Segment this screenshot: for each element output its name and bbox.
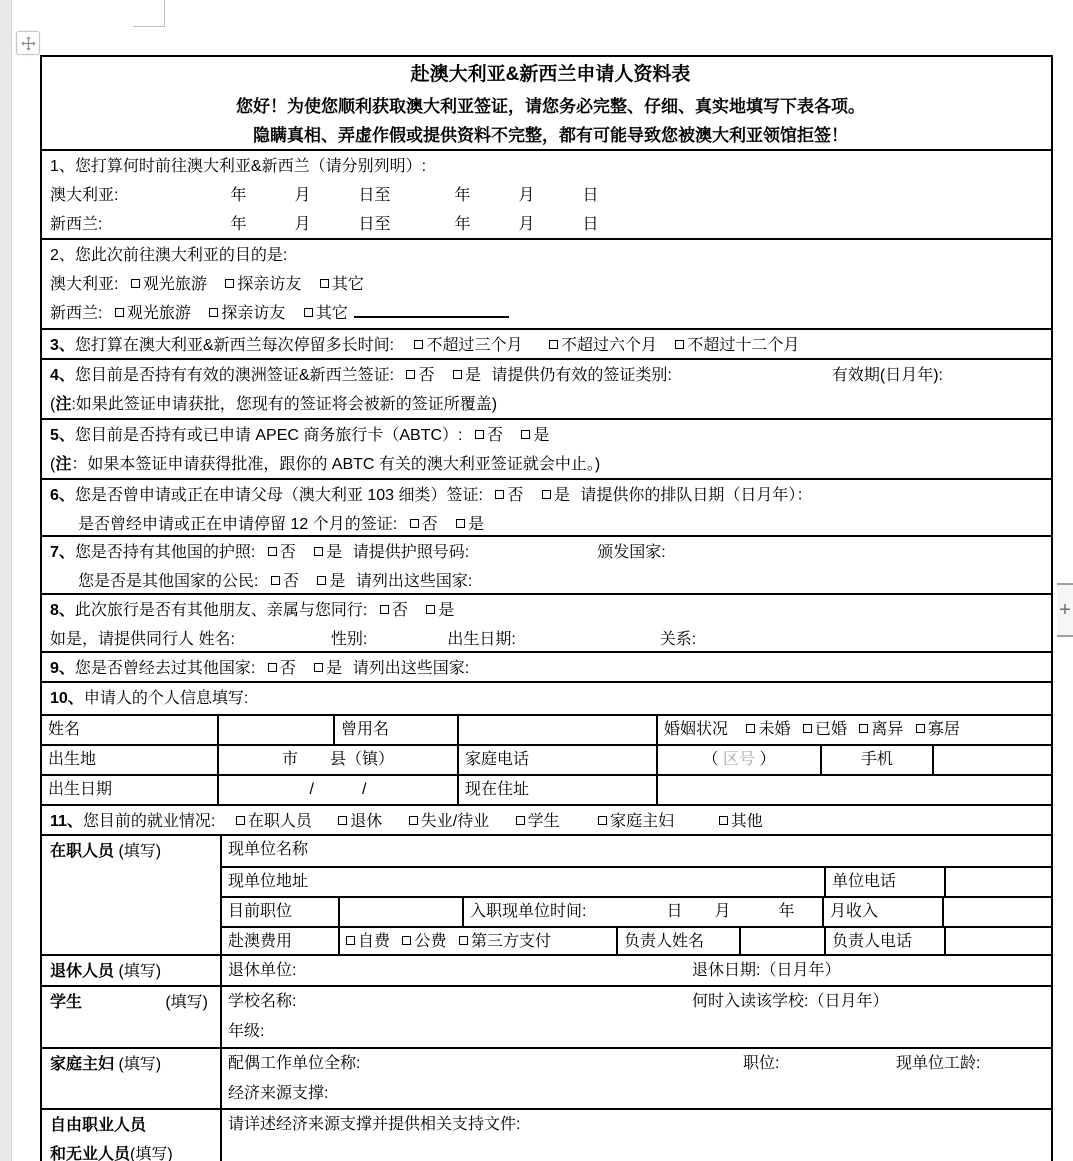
employment-block-housewife — [42, 1047, 1051, 1108]
s2-australia-options — [50, 270, 1051, 299]
applicant-form-table — [40, 55, 1053, 1161]
form-title: 赴澳大利亚&新西兰申请人资料表 — [410, 64, 691, 85]
checkbox-icon — [402, 936, 411, 945]
retirement-date-label: 退休日期:（日月年） — [692, 962, 841, 979]
employment-block-freelance — [42, 1108, 1051, 1161]
marital-label: 婚姻状况 — [664, 721, 729, 738]
trip-cost-options — [338, 928, 616, 954]
s1-question: 1、您打算何时前往澳大利亚&新西兰（请分别列明）: — [50, 158, 427, 175]
s11-question: 11、您目前的就业情况: 在职人员 退休 失业/待业 学生 家庭主妇 其他 — [50, 813, 763, 830]
s1-newzealand-dates: 新西兰: 年 月 日至 年 月 日 — [50, 216, 599, 233]
checkbox-icon — [426, 605, 435, 614]
form-instruction-1: 您好！为使您顺利获取澳大利亚签证，请您务必完整、仔细、真实地填写下表各项。 — [236, 97, 865, 116]
checkbox-icon — [410, 519, 419, 528]
s11-number: 11、 — [50, 813, 83, 830]
checkbox-icon — [271, 576, 280, 585]
checkbox-s5-yes[interactable]: 是 — [521, 427, 549, 444]
checkbox-nz-sightseeing[interactable]: 观光旅游 — [115, 305, 191, 322]
spouse-employer-label: 配偶工作单位全称: — [228, 1055, 361, 1072]
s2-newzealand-options — [50, 299, 1051, 328]
section-4-current-visa — [42, 358, 1051, 418]
checkbox-icon — [453, 370, 462, 379]
move-arrows-icon — [20, 35, 37, 52]
former-name-label: 曾用名 — [333, 716, 457, 744]
monthly-income-value-cell[interactable] — [942, 898, 1051, 926]
checkbox-icon — [803, 724, 812, 733]
checkbox-icon — [916, 724, 925, 733]
city-county-cell[interactable]: 市 县（镇） — [217, 746, 457, 774]
trip-cost-label: 赴澳费用 — [228, 933, 293, 950]
section-11-employment-status — [42, 804, 1051, 834]
fill-in-line[interactable] — [354, 300, 509, 318]
spouse-position-label: 职位: — [743, 1055, 780, 1072]
work-phone-value-cell[interactable] — [944, 868, 1051, 896]
grade-label: 年级: — [228, 1023, 265, 1040]
checkbox-housewife[interactable]: 家庭主妇 — [598, 813, 674, 830]
personal-row-birthplace — [42, 744, 1051, 774]
student-fields[interactable] — [220, 987, 1051, 1047]
checkbox-s6-yes[interactable]: 是 — [542, 487, 570, 504]
marital-status-cell — [656, 716, 1051, 744]
checkbox-s7-no[interactable]: 否 — [268, 544, 296, 561]
checkbox-icon — [746, 724, 755, 733]
trip-cost-row — [222, 926, 1051, 954]
s6-question-2: 是否曾经申请或正在申请停留 12 个月的签证: 否 是 — [78, 516, 485, 533]
checkbox-icon — [209, 308, 218, 317]
checkbox-icon — [317, 576, 326, 585]
s4-tail: 请提供仍有效的签证类别: 有效期(日月年): — [491, 367, 943, 384]
checkbox-student[interactable]: 学生 — [516, 813, 560, 830]
student-header: 学生 (填写) — [50, 994, 208, 1011]
supervisor-name-value-cell[interactable] — [739, 928, 824, 954]
s7-tail: 请提供护照号码: 颁发国家: — [352, 544, 666, 561]
checkbox-s7-yes[interactable]: 是 — [314, 544, 342, 561]
position-row — [222, 896, 1051, 926]
checkbox-icon — [314, 663, 323, 672]
checkbox-s4-no[interactable]: 否 — [406, 367, 434, 384]
checkbox-s8-no[interactable]: 否 — [380, 602, 408, 619]
s10-number: 10、 — [50, 690, 84, 707]
s9-number: 9、 — [50, 660, 75, 677]
supervisor-phone-label: 负责人电话 — [824, 928, 944, 954]
checkbox-s7b-yes[interactable]: 是 — [317, 573, 345, 590]
s2-nz-label: 新西兰: — [50, 305, 103, 322]
supervisor-phone-value-cell[interactable] — [944, 928, 1051, 954]
personal-row-birthdate — [42, 774, 1051, 804]
checkbox-icon — [521, 430, 530, 439]
checkbox-icon — [719, 816, 728, 825]
school-name-line — [228, 987, 1051, 1017]
checkbox-au-sightseeing[interactable]: 观光旅游 — [131, 276, 207, 293]
section-1-travel-dates — [42, 149, 1051, 238]
start-date-label: 入职现单位时间: 日 月 年 — [462, 898, 822, 926]
s2-question: 2、您此次前往澳大利亚的目的是: — [50, 247, 288, 264]
checkbox-icon — [859, 724, 868, 733]
section-6-parent-visa — [42, 478, 1051, 535]
checkbox-icon — [131, 279, 140, 288]
employment-block-student — [42, 985, 1051, 1047]
section-7-other-passport — [42, 535, 1051, 593]
section-5-abtc — [42, 418, 1051, 478]
checkbox-au-other[interactable]: 其它 — [320, 276, 364, 293]
birthdate-value-cell[interactable]: / / — [217, 776, 457, 804]
checkbox-icon — [542, 490, 551, 499]
checkbox-widowed[interactable]: 寡居 — [916, 721, 960, 738]
birthdate-label: 出生日期 — [48, 781, 113, 798]
employed-fields — [220, 836, 1051, 954]
checkbox-married[interactable]: 已婚 — [803, 721, 847, 738]
checkbox-icon — [314, 547, 323, 556]
checkbox-public-funded[interactable]: 公费 — [402, 933, 446, 950]
checkbox-retired[interactable]: 退休 — [338, 813, 382, 830]
checkbox-unemployed[interactable]: 失业/待业 — [409, 813, 489, 830]
checkbox-s9-no[interactable]: 否 — [268, 660, 296, 677]
s4-number: 4、 — [50, 367, 75, 384]
s5-note: (注：如果本签证申请获得批准，跟你的 ABTC 有关的澳大利亚签证就会中止。) — [50, 456, 601, 473]
checkbox-icon — [495, 490, 504, 499]
s9-tail: 请列出这些国家: — [352, 660, 470, 677]
s9-question: 9、您是否曾经去过其他国家: 否 是 请列出这些国家: — [50, 660, 470, 677]
checkbox-stay-12months[interactable]: 不超过十二个月 — [675, 337, 799, 354]
s4-note: (注:如果此签证申请获批，您现有的签证将会被新的签证所覆盖) — [50, 396, 498, 413]
checkbox-s9-yes[interactable]: 是 — [314, 660, 342, 677]
s7-question: 7、您是否持有其他国的护照: 否 是 请提供护照号码: 颁发国家: — [50, 544, 666, 561]
mobile-label: 手机 — [820, 746, 932, 774]
s2-au-label: 澳大利亚: — [50, 276, 119, 293]
former-name-value-cell[interactable] — [457, 716, 656, 744]
checkbox-au-visit-family[interactable]: 探亲访友 — [225, 276, 301, 293]
section-8-companions — [42, 593, 1051, 651]
checkbox-other-employment[interactable]: 其他 — [719, 813, 763, 830]
checkbox-s6-no[interactable]: 否 — [495, 487, 523, 504]
checkbox-divorced[interactable]: 离异 — [859, 721, 903, 738]
s7-number: 7、 — [50, 544, 75, 561]
checkbox-icon — [598, 816, 607, 825]
retired-fields[interactable] — [220, 956, 1051, 985]
checkbox-icon — [380, 605, 389, 614]
housewife-header: 家庭主妇 (填写) — [50, 1056, 162, 1073]
text-boundary-corner-mark — [133, 0, 165, 27]
employer-address-label: 现单位地址 — [228, 873, 309, 890]
retirement-employer-label: 退休单位: — [228, 962, 297, 979]
s3-number: 3、 — [50, 337, 75, 354]
freelance-support-label: 请详述经济来源支撑并提供相关支持文件: — [228, 1116, 521, 1133]
s8-question: 8、此次旅行是否有其他朋友、亲属与您同行: 否 是 — [50, 602, 455, 619]
work-phone-label: 单位电话 — [824, 868, 944, 896]
name-value-cell[interactable] — [217, 716, 333, 744]
spouse-seniority-label: 现单位工龄: — [896, 1055, 981, 1072]
freelance-header: 自由职业人员 和无业人员(填写) — [50, 1117, 173, 1161]
monthly-income-label: 月收入 — [822, 898, 942, 926]
plus-icon: + — [1059, 599, 1071, 621]
s1-australia-dates: 澳大利亚: 年 月 日至 年 月 日 — [50, 187, 599, 204]
s6-number: 6、 — [50, 487, 75, 504]
checkbox-s6b-yes[interactable]: 是 — [456, 516, 484, 533]
checkbox-icon — [236, 816, 245, 825]
enrollment-date-label: 何时入读该学校:（日月年） — [692, 993, 889, 1010]
s7-question-2: 您是否是其他国家的公民: 否 是 请列出这些国家: — [78, 573, 473, 590]
checkbox-icon — [338, 816, 347, 825]
checkbox-stay-3months[interactable]: 不超过三个月 — [414, 337, 522, 354]
mobile-value-cell[interactable] — [932, 746, 1051, 774]
section-3-stay-duration — [42, 328, 1051, 358]
home-phone-label: 家庭电话 — [457, 746, 656, 774]
s8-companion-fields: 如是，请提供同行人 姓名: 性别: 出生日期: 关系: — [50, 631, 697, 648]
checkbox-icon — [549, 340, 558, 349]
checkbox-icon — [475, 430, 484, 439]
checkbox-icon — [346, 936, 355, 945]
personal-row-name — [42, 714, 1051, 744]
form-header — [42, 57, 1051, 149]
checkbox-s6b-no[interactable]: 否 — [410, 516, 438, 533]
position-value-cell[interactable] — [338, 898, 462, 926]
supervisor-name-label: 负责人姓名 — [616, 928, 739, 954]
section-9-visited-countries — [42, 651, 1051, 681]
checkbox-third-party-funded[interactable]: 第三方支付 — [459, 933, 551, 950]
checkbox-icon — [225, 279, 234, 288]
spouse-employer-line — [228, 1049, 1051, 1079]
employer-address-row — [222, 866, 1051, 896]
checkbox-stay-6months[interactable]: 不超过六个月 — [549, 337, 657, 354]
checkbox-icon — [675, 340, 684, 349]
housewife-fields[interactable] — [220, 1049, 1051, 1108]
checkbox-employed[interactable]: 在职人员 — [236, 813, 312, 830]
name-label: 姓名 — [48, 721, 81, 738]
checkbox-icon — [304, 308, 313, 317]
s2-number: 2、 — [50, 247, 75, 264]
checkbox-icon — [414, 340, 423, 349]
checkbox-icon — [268, 547, 277, 556]
section-2-purpose — [42, 238, 1051, 328]
section-10-personal-info-title — [42, 681, 1051, 714]
financial-support-line — [228, 1079, 1051, 1108]
checkbox-icon — [406, 370, 415, 379]
checkbox-s8-yes[interactable]: 是 — [426, 602, 454, 619]
employment-block-retired — [42, 954, 1051, 985]
s3-question: 3、您打算在澳大利亚&新西兰每次停留多长时间: 不超过三个月 不超过六个月 不超过十二个月 — [50, 337, 800, 354]
employment-block-employed — [42, 834, 1051, 954]
checkbox-icon — [268, 663, 277, 672]
s6-question: 6、您是否曾申请或正在申请父母（澳大利亚 103 细类）签证: 否 是 请提供你的排队日期（日月年）： — [50, 487, 813, 504]
s8-number: 8、 — [50, 602, 75, 619]
checkbox-icon — [516, 816, 525, 825]
table-move-handle[interactable] — [16, 31, 40, 55]
checkbox-icon — [456, 519, 465, 528]
position-label: 目前职位 — [228, 903, 293, 920]
school-name-label: 学校名称: — [228, 993, 297, 1010]
s5-question: 5、您目前是否持有或已申请 APEC 商务旅行卡（ABTC）: 否 是 — [50, 427, 550, 444]
checkbox-icon — [459, 936, 468, 945]
s4-question: 4、您目前是否持有有效的澳洲签证&新西兰签证: 否 是 请提供仍有效的签证类别: 有效期(日月年): — [50, 367, 943, 384]
checkbox-self-funded[interactable]: 自费 — [346, 933, 390, 950]
freelance-fields[interactable] — [220, 1110, 1051, 1161]
scrollbar-plus-button[interactable] — [1057, 583, 1073, 637]
checkbox-icon — [409, 816, 418, 825]
s5-number: 5、 — [50, 427, 75, 444]
employer-name-row[interactable]: 现单位名称 — [228, 841, 309, 858]
checkbox-nz-visit-family[interactable]: 探亲访友 — [209, 305, 285, 322]
financial-support-label: 经济来源支撑: — [228, 1085, 329, 1102]
employed-header: 在职人员 (填写) — [50, 843, 162, 860]
page-edge-strip — [0, 0, 12, 1161]
checkbox-s5-no[interactable]: 否 — [475, 427, 503, 444]
s1-number: 1、 — [50, 158, 75, 175]
checkbox-s4-yes[interactable]: 是 — [453, 367, 481, 384]
address-label: 现在住址 — [457, 776, 656, 804]
retired-header: 退休人员 (填写) — [50, 963, 162, 980]
form-instruction-2: 隐瞒真相、弄虚作假或提供资料不完整，都有可能导致您被澳大利亚领馆拒签！ — [253, 126, 848, 145]
checkbox-icon — [320, 279, 329, 288]
birthplace-label: 出生地 — [48, 751, 97, 768]
checkbox-nz-other[interactable]: 其它 — [304, 305, 348, 322]
checkbox-unmarried[interactable]: 未婚 — [746, 721, 790, 738]
checkbox-s7b-no[interactable]: 否 — [271, 573, 299, 590]
area-code-placeholder: 区号 — [722, 751, 755, 768]
s7-tail-2: 请列出这些国家: — [355, 573, 473, 590]
s6-tail: 请提供你的排队日期（日月年）： — [580, 487, 813, 504]
checkbox-icon — [115, 308, 124, 317]
grade-line — [228, 1017, 1051, 1047]
s10-title: 10、申请人的个人信息填写: — [50, 690, 249, 707]
address-value-cell[interactable] — [656, 776, 1051, 804]
area-code-cell[interactable]: （ 区号 ） — [656, 746, 820, 774]
